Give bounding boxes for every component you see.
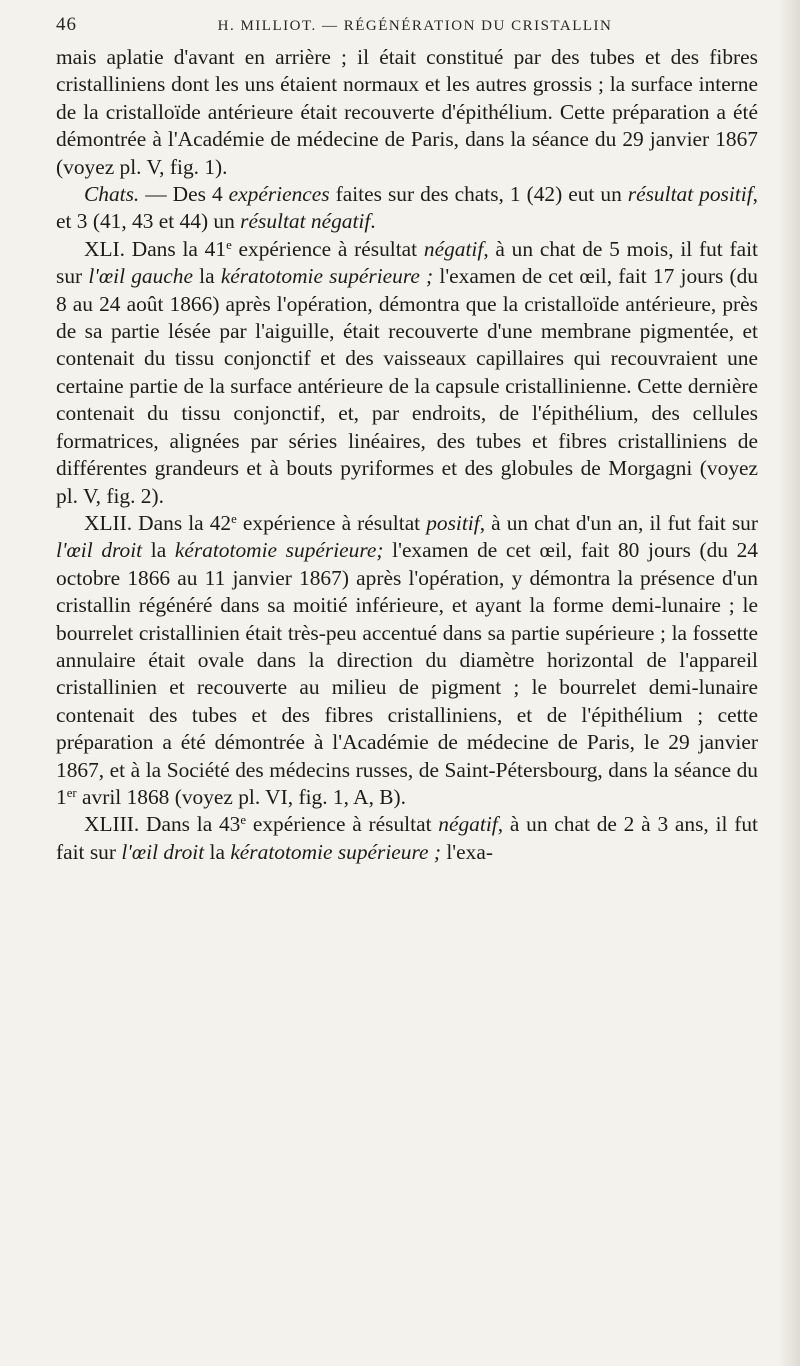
text-run: l'examen de cet œil, fait 80 jours (du 24 octobre 1866 au 11 janvier 1867) après l'opération, y démontra la présence d'un cristallin régénéré dans sa moitié inférieure, et ayant la forme demi-lunaire ; le bourrelet cristallinien était très-peu accentué dans sa partie supérieure ; la fossette annulaire était ovale dans la direction du diamètre horizontal de l'appareil cristallinien et recouverte au milieu de pigment ; le bourrelet demi-lunaire contenait des tubes et des fibres cristalliniens, et de l'épithélium ; cette préparation a été démontrée à l'Académie de médecine de Paris, le 29 janvier 1867, et à la Société des médecins russes, de Saint-Pétersbourg, dans la séance du 1 <box>56 538 758 809</box>
italic-run: expériences <box>228 182 330 207</box>
italic-run: résultat positif <box>627 182 753 207</box>
running-head <box>56 14 758 44</box>
paragraph-xlii <box>56 510 758 811</box>
paragraph-xliii <box>56 811 758 866</box>
text-run: la <box>204 839 231 864</box>
text-run: la <box>142 538 175 563</box>
paragraph-continuation <box>56 44 758 181</box>
text-run: la <box>192 264 221 289</box>
italic-run: l'œil droit <box>121 839 205 864</box>
italic-run: positif <box>426 510 480 535</box>
text-run: . <box>370 209 376 234</box>
paragraph-xli <box>56 236 758 510</box>
italic-run: kératotomie supérieure ; <box>230 839 441 864</box>
text-run: XLIII. Dans la 43 <box>84 812 241 837</box>
text-run: , à un chat d'un an, il fut fait sur <box>479 510 758 535</box>
text-run: — Des 4 <box>139 182 229 207</box>
text-run: , à un chat de 5 mois, il fut fait sur <box>56 236 758 289</box>
text-run: l'exa- <box>441 839 493 864</box>
text-run: faites sur des chats, 1 (42) eut un <box>329 182 628 207</box>
text-run: , et 3 (41, 43 et 44) un <box>56 182 758 234</box>
text-run: , à un chat de 2 à 3 ans, il fut fait sur <box>56 812 758 864</box>
section-label: Chats. <box>84 182 140 207</box>
text-run: XLII. Dans la 42 <box>84 510 232 535</box>
running-title: H. MILLIOT. — RÉGÉNÉRATION DU CRISTALLIN <box>217 18 613 34</box>
page-edge-shadow <box>778 0 800 1366</box>
italic-run: l'œil droit <box>56 538 143 563</box>
italic-run: kératotomie supérieure; <box>174 538 384 563</box>
paragraph-chats <box>56 181 758 236</box>
text-run: expérience à résultat <box>236 510 427 535</box>
italic-run: l'œil gauche <box>88 264 193 289</box>
italic-run: résultat négatif <box>240 209 371 234</box>
text-run: l'examen de cet œil, fait 17 jours (du 8 au 24 août 1866) après l'opération, démontra que la cristalloïde antérieure, près de sa partie lésée par l'aiguille, était recouverte d'une membrane pigmentée, et contenait du tissu conjonctif et des vaisseaux capillaires qui recouvraient une certaine partie de la surface antérieure de la capsule cristallinienne. Cette dernière contenait du tissu conjonctif, et, par endroits, de l'épithélium, des cellules formatrices, alignées par séries linéaires, des tubes et fibres cristalliniens de différentes grandeurs et à bouts pyriformes et des globules de Morgagni (voyez pl. V, fig. 2). <box>56 264 759 508</box>
body-text <box>56 44 758 866</box>
italic-run: kératotomie supérieure ; <box>220 264 434 289</box>
italic-run: négatif <box>423 236 484 261</box>
italic-run: négatif <box>438 812 498 837</box>
paragraph-text: mais aplatie d'avant en arrière ; il était constitué par des tubes et des fibres cristalliniens dont les uns étaient normaux et les autres grossis ; la surface interne de la cristalloïde antérieure était recouverte d'épithélium. Cette préparation a été démontrée à l'Académie de médecine de Paris, dans la séance du 29 janvier 1867 (voyez pl. V, fig. 1). <box>56 45 758 179</box>
superscript: e <box>226 237 232 252</box>
superscript: e <box>231 511 237 526</box>
book-page <box>56 14 758 866</box>
text-run: avril 1868 (voyez pl. VI, fig. 1, A, B). <box>76 784 407 809</box>
text-run: expérience à résultat <box>231 236 424 261</box>
superscript: e <box>240 813 247 828</box>
superscript: er <box>66 785 77 800</box>
page-number: 46 <box>56 14 77 35</box>
text-run: expérience à résultat <box>246 812 439 837</box>
text-run: XLI. Dans la 41 <box>84 236 227 261</box>
